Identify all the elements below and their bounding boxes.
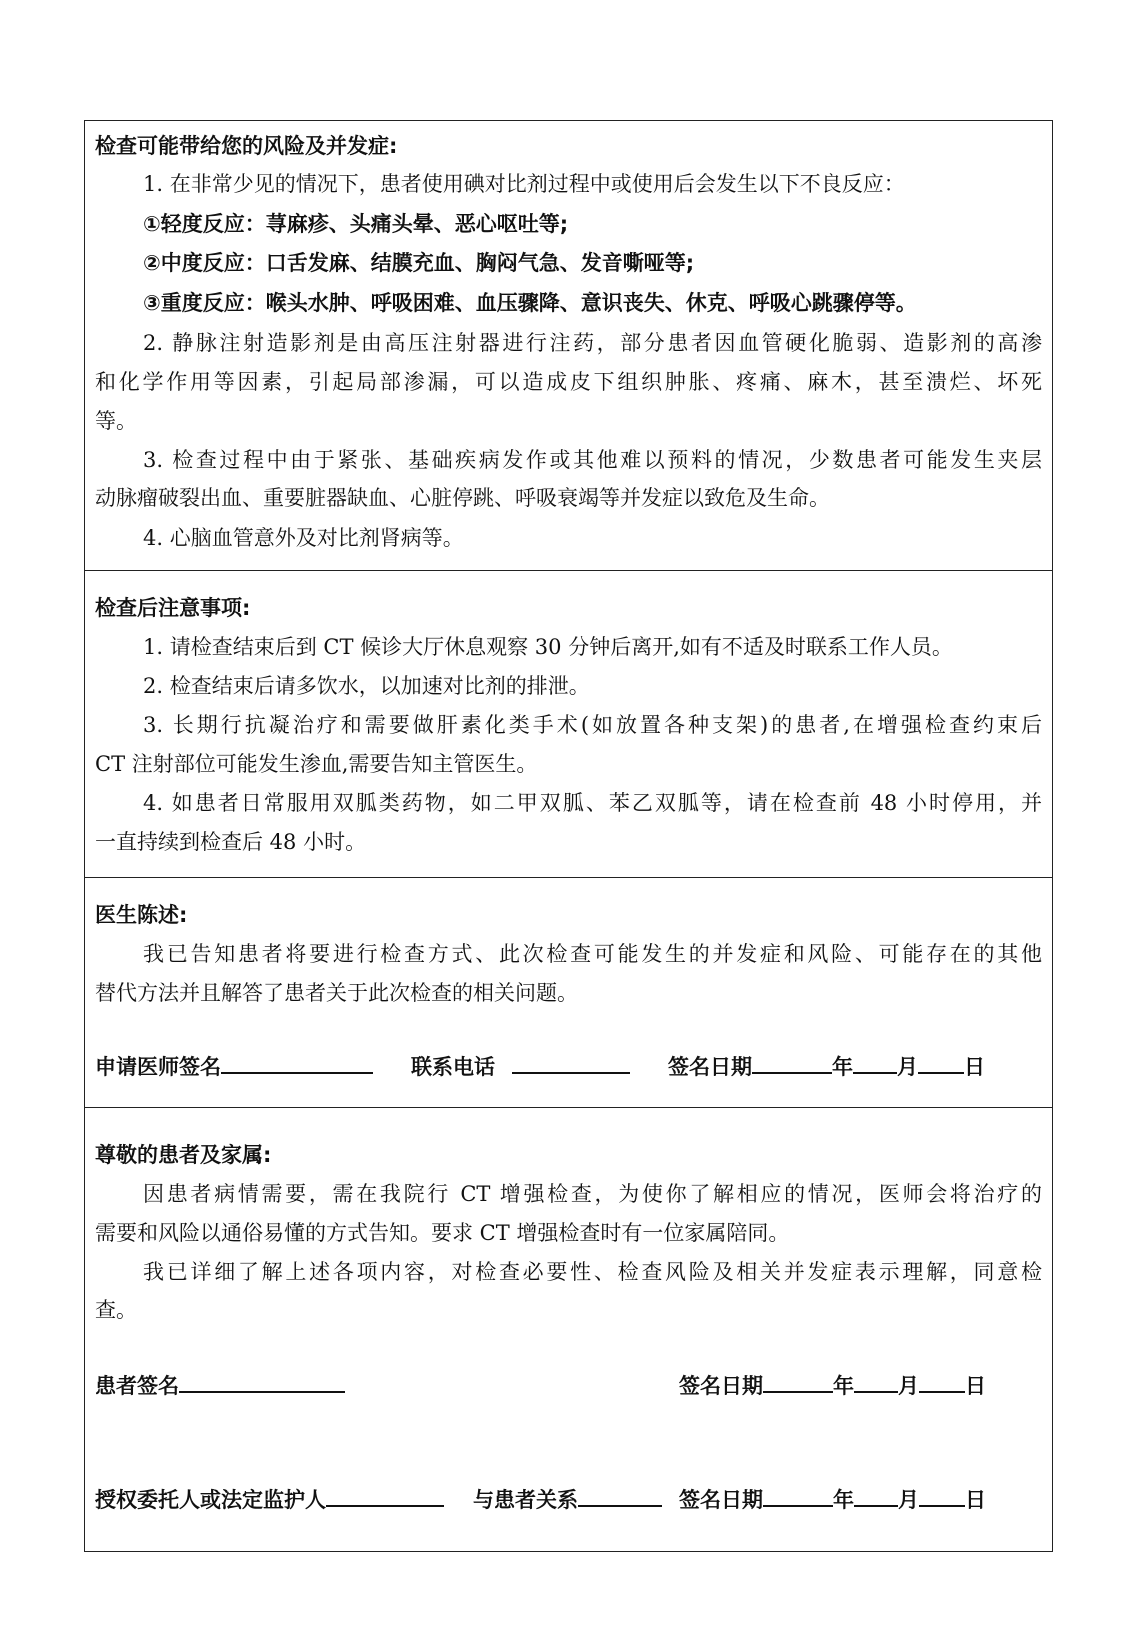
patient-consent-section [85,1108,1052,1553]
guardian-signature-field[interactable] [95,1485,444,1512]
doctor-signature-line[interactable] [221,1052,373,1074]
doctor-date-day-line[interactable] [918,1052,964,1074]
patient-signature-label: 患者签名 [95,1374,179,1398]
guardian-day-label: 日 [965,1488,986,1512]
patient-date-day-line[interactable] [919,1371,965,1393]
doctor-statement-line-2: 替代方法并且解答了患者关于此次检查的相关问题。 [95,981,578,1005]
doctor-statement-line-1: 我已告知患者将要进行检查方式、此次检查可能发生的并发症和风险、可能存在的其他 [143,942,1042,966]
guardian-date-label: 签名日期 [679,1488,763,1512]
risks-heading: 检查可能带给您的风险及并发症: [95,134,398,158]
risks-item-2-line-3: 等。 [95,409,137,433]
relation-field[interactable] [473,1485,662,1512]
relation-line[interactable] [578,1485,662,1507]
after-item-1: 1. 请检查结束后到 CT 候诊大厅休息观察 30 分钟后离开,如有不适及时联系工作人员。 [143,635,953,659]
patient-para-1-line-1: 因患者病情需要，需在我院行 CT 增强检查，为使你了解相应的情况，医师会将治疗的 [143,1182,1042,1206]
guardian-date-month-line[interactable] [854,1485,898,1507]
risks-item-3-line-1: 3. 检查过程中由于紧张、基础疾病发作或其他难以预料的情况，少数患者可能发生夹层 [143,448,1042,472]
patient-signature-field[interactable] [95,1371,345,1398]
patient-date-field[interactable] [679,1371,986,1398]
doctor-date-year-line[interactable] [752,1052,832,1074]
doctor-phone-field[interactable] [411,1052,630,1079]
after-heading: 检查后注意事项: [95,596,251,620]
risks-item-1: 1. 在非常少见的情况下，患者使用碘对比剂过程中或使用后会发生以下不良反应： [143,172,905,196]
after-item-3-line-2: CT 注射部位可能发生渗血,需要告知主管医生。 [95,752,538,776]
patient-month-label: 月 [898,1374,919,1398]
risk-mild: ①轻度反应：荨麻疹、头痛头晕、恶心呕吐等; [143,212,569,236]
guardian-signature-line[interactable] [326,1485,444,1507]
patient-signature-line[interactable] [179,1371,345,1393]
doctor-signature-label: 申请医师签名 [95,1055,221,1079]
after-item-3-line-1: 3. 长期行抗凝治疗和需要做肝素化类手术(如放置各种支架)的患者,在增强检查约束后 [143,713,1042,737]
after-item-4-line-2: 一直持续到检查后 48 小时。 [95,830,367,854]
doctor-date-field[interactable] [668,1052,985,1079]
relation-label: 与患者关系 [473,1488,578,1512]
doctor-date-label: 签名日期 [668,1055,752,1079]
patient-heading: 尊敬的患者及家属: [95,1143,272,1167]
risks-section [85,121,1052,571]
after-item-4-line-1: 4. 如患者日常服用双胍类药物，如二甲双胍、苯乙双胍等，请在检查前 48 小时停用，并 [143,791,1042,815]
doctor-signature-field[interactable] [95,1052,373,1079]
guardian-year-label: 年 [833,1488,854,1512]
patient-day-label: 日 [965,1374,986,1398]
guardian-date-day-line[interactable] [919,1485,965,1507]
patient-date-label: 签名日期 [679,1374,763,1398]
risk-severe: ③重度反应：喉头水肿、呼吸困难、血压骤降、意识丧失、休克、呼吸心跳骤停等。 [143,291,917,315]
patient-para-2-line-1: 我已详细了解上述各项内容，对检查必要性、检查风险及相关并发症表示理解，同意检 [143,1260,1042,1284]
risks-item-2-line-2: 和化学作用等因素，引起局部渗漏，可以造成皮下组织肿胀、疼痛、麻木，甚至溃烂、坏死 [95,370,1042,394]
guardian-label: 授权委托人或法定监护人 [95,1488,326,1512]
doctor-phone-line[interactable] [512,1052,630,1074]
risk-moderate: ②中度反应：口舌发麻、结膜充血、胸闷气急、发音嘶哑等; [143,251,695,275]
after-item-2: 2. 检查结束后请多饮水，以加速对比剂的排泄。 [143,674,590,698]
patient-date-month-line[interactable] [854,1371,898,1393]
patient-para-2-line-2: 查。 [95,1298,137,1322]
patient-para-1-line-2: 需要和风险以通俗易懂的方式告知。要求 CT 增强检查时有一位家属陪同。 [95,1221,790,1245]
risks-item-2-line-1: 2. 静脉注射造影剂是由高压注射器进行注药，部分患者因血管硬化脆弱、造影剂的高渗 [143,331,1042,355]
doctor-year-label: 年 [832,1055,853,1079]
doctor-date-month-line[interactable] [853,1052,897,1074]
patient-year-label: 年 [833,1374,854,1398]
consent-form [84,120,1053,1552]
patient-date-year-line[interactable] [763,1371,833,1393]
doctor-month-label: 月 [897,1055,918,1079]
guardian-month-label: 月 [898,1488,919,1512]
risks-item-3-line-2: 动脉瘤破裂出血、重要脏器缺血、心脏停跳、呼吸衰竭等并发症以致危及生命。 [95,486,830,510]
risks-item-4: 4. 心脑血管意外及对比剂肾病等。 [143,526,464,550]
doctor-day-label: 日 [964,1055,985,1079]
guardian-date-field[interactable] [679,1485,986,1512]
after-exam-section [85,571,1052,878]
doctor-phone-label: 联系电话 [411,1055,495,1079]
doctor-statement-section [85,878,1052,1108]
doctor-heading: 医生陈述: [95,903,188,927]
guardian-date-year-line[interactable] [763,1485,833,1507]
